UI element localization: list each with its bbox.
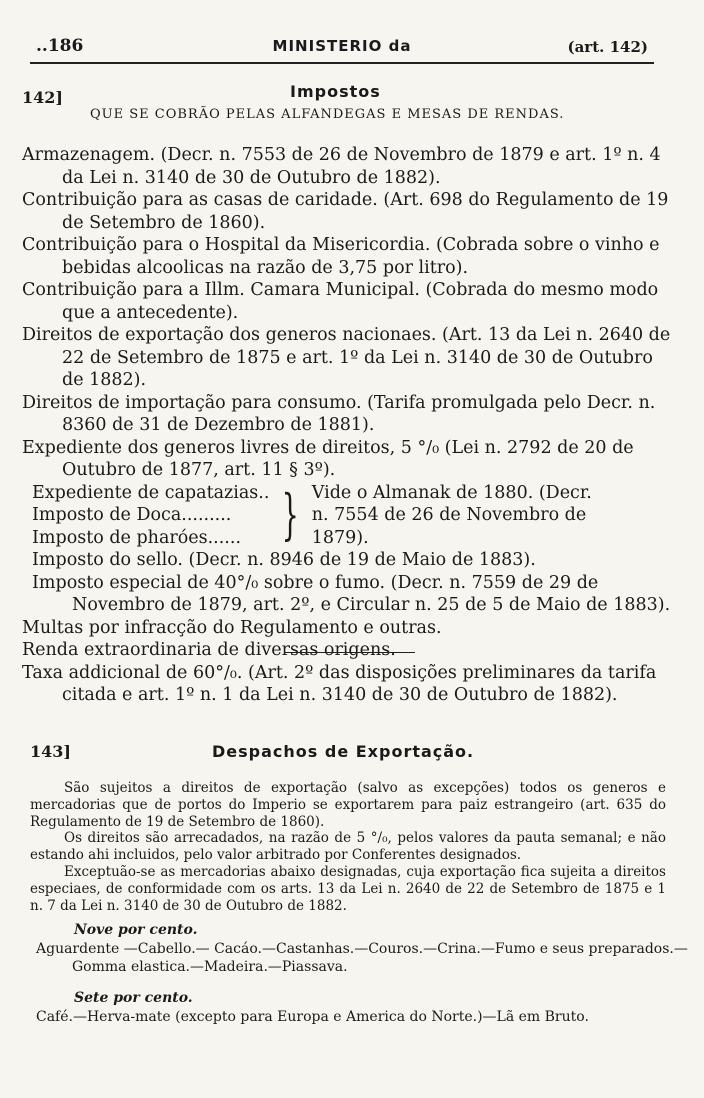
braced-group-note: Vide o Almanak de 1880. (Decr. n. 7554 de 26 de Novembro de 1879).	[311, 482, 592, 548]
tax-entry: Taxa addicional de 60°/₀. (Art. 2º das disposições preliminares da tarifa citada e art. 1º n. 1 da Lei n. 3140 de 30 de Outubro de 1882).	[22, 662, 657, 705]
tax-entry: Direitos de exportação dos generos nacionaes. (Art. 13 da Lei n. 2640 de 22 de Setembro de 1875 e art. 1º da Lei n. 3140 de 30 de Outubro de 1882).	[22, 325, 671, 390]
rate-items-seven: Café.—Herva-mate (excepto para Europa e America do Norte.)—Lã em Bruto.	[36, 1009, 589, 1025]
tax-entry: Imposto especial de 40°/₀ sobre o fumo. (Decr. n. 7559 de 29 de Novembro de 1879, art. 2º, e Circular n. 25 de 5 de Maio de 1883).	[32, 572, 671, 615]
rate-items-nine: Aguardente —Cabello.— Cacáo.—Castanhas.—Couros.—Crina.—Fumo e seus preparados.—Gomma elastica.—Madeira.—Piassava.	[36, 941, 688, 975]
section-142-subtitle: QUE SE COBRÃO PELAS ALFANDEGAS E MESAS DE RENDAS.	[90, 107, 565, 122]
running-title: MINISTERIO da	[272, 37, 412, 55]
section-142-title: Impostos	[290, 82, 381, 101]
tax-entry: Imposto de pharóes......	[32, 527, 242, 548]
paragraph: São sujeitos a direitos de exportação (salvo as excepções) todos os generos e mercadorias que de portos do Imperio se exportarem para paiz estrangeiro (art. 635 do Regulamento de 19 de Setembro de 1860).	[30, 780, 666, 830]
page-header	[30, 36, 654, 64]
tax-entry: Renda extraordinaria de diversas origens.	[22, 640, 396, 660]
article-reference: (art. 142)	[567, 38, 648, 56]
tax-entry: Armazenagem. (Decr. n. 7553 de 26 de Novembro de 1879 e art. 1º n. 4 da Lei n. 3140 de 30 de Outubro de 1882).	[22, 145, 661, 188]
tax-entry: Expediente de capatazias..	[32, 482, 270, 503]
paragraph: Exceptuão-se as mercadorias abaixo designadas, cuja exportação fica sujeita a direitos especiaes, de conformidade com os arts. 13 da Lei n. 2640 de 22 de Setembro de 1875 e 1 n. 7 da Lei n. 3140 de 30 de Outubro de 1882.	[30, 864, 666, 914]
tax-entry: Contribuição para a Illm. Camara Municipal. (Cobrada do mesmo modo que a antecedente).	[22, 280, 659, 323]
rate-title-seven: Sete por cento.	[74, 990, 193, 1006]
braced-group	[22, 482, 672, 550]
section-143-number: 143]	[30, 742, 71, 761]
tax-entry: Multas por infracção do Regulamento e outras.	[22, 617, 442, 638]
section-divider	[285, 652, 415, 653]
rate-title-nine: Nove por cento.	[74, 922, 198, 938]
paragraph: Os direitos são arrecadados, na razão de 5 °/₀, pelos valores da pauta semanal; e não estando ahi incluidos, pelo valor arbitrado por Conferentes designados.	[30, 830, 666, 863]
brace-glyph: }	[281, 483, 300, 547]
tax-entry: Contribuição para o Hospital da Misericordia. (Cobrada sobre o vinho e bebidas alcoolicas na razão de 3,75 por litro).	[22, 235, 660, 278]
tax-entry: Imposto do sello. (Decr. n. 8946 de 19 de Maio de 1883).	[32, 550, 536, 570]
section-142-number: 142]	[22, 88, 63, 107]
tax-entry: Direitos de importação para consumo. (Tarifa promulgada pelo Decr. n. 8360 de 31 de Dezembro de 1881).	[22, 392, 656, 435]
tax-entry: Imposto de Doca.........	[32, 505, 232, 525]
tax-entry: Expediente dos generos livres de direitos, 5 °/₀ (Lei n. 2792 de 20 de Outubro de 1877, art. 11 § 3º).	[22, 437, 634, 480]
tax-entry: Contribuição para as casas de caridade. (Art. 698 do Regulamento de 19 de Setembro de 1860).	[22, 190, 669, 233]
section-143-title: Despachos de Exportação.	[212, 742, 475, 761]
page-number: ..186	[36, 36, 84, 56]
braced-group-items	[22, 482, 269, 550]
tax-list	[22, 144, 672, 707]
